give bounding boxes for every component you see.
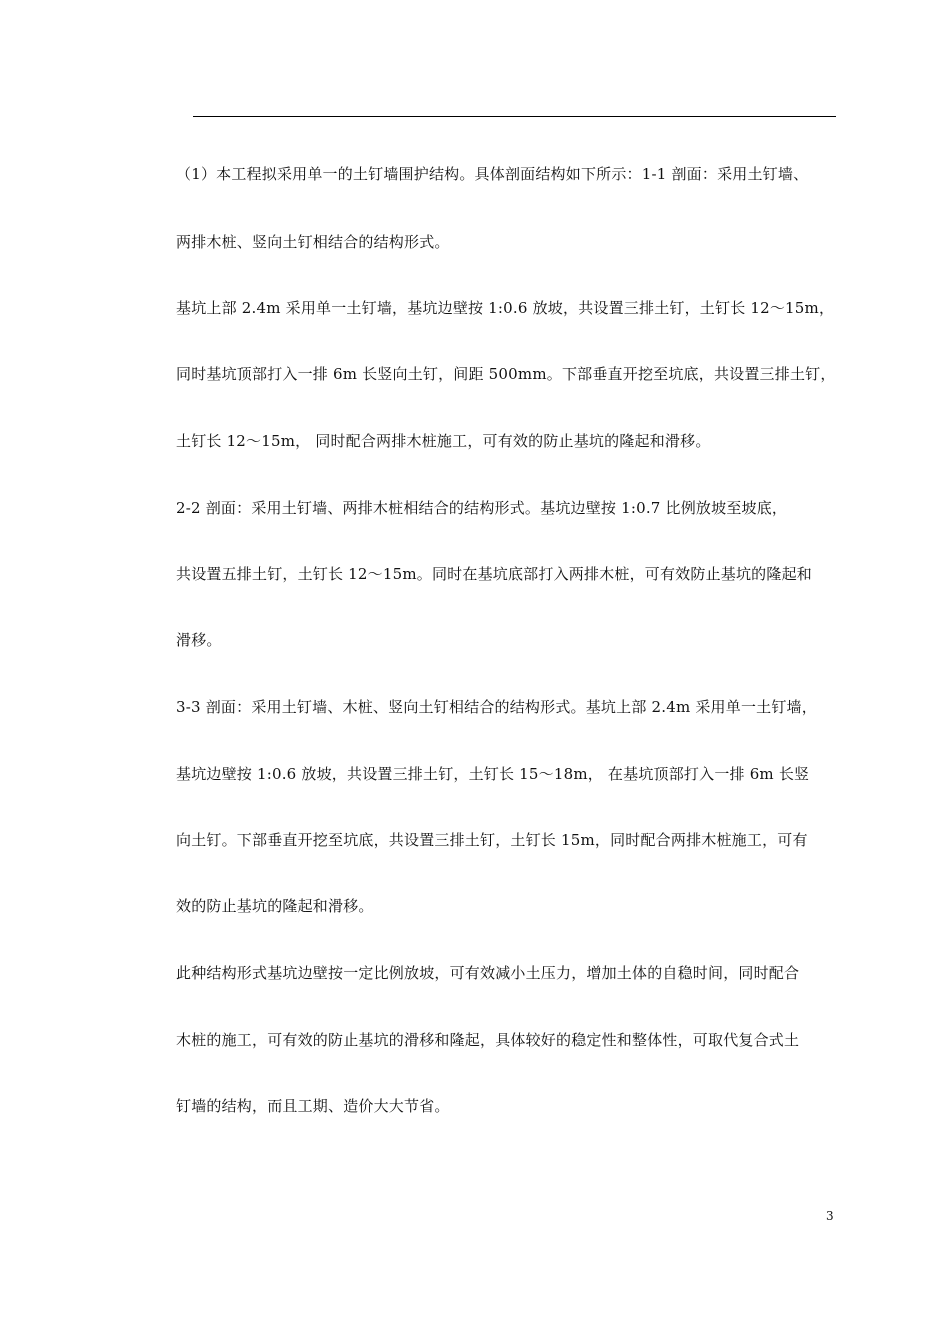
- text-line: 2-2 剖面：采用土钉墙、两排木桩相结合的结构形式。基坑边壁按 1:0.7 比例放坡至坡底，: [176, 499, 788, 517]
- text-line: （1）本工程拟采用单一的土钉墙围护结构。具体剖面结构如下所示：1-1 剖面：采用土钉墙、: [176, 165, 809, 183]
- text-line: 3-3 剖面：采用土钉墙、木桩、竖向土钉相结合的结构形式。基坑上部 2.4m 采用单一土钉墙，: [176, 698, 817, 716]
- text-line: 两排木桩、竖向土钉相结合的结构形式。: [176, 233, 450, 251]
- text-line: 土钉长 12～15m， 同时配合两排木桩施工，可有效的防止基坑的隆起和滑移。: [176, 432, 711, 450]
- text-line: 向土钉。下部垂直开挖至坑底，共设置三排土钉，土钉长 15m，同时配合两排木桩施工，可有: [176, 831, 808, 849]
- text-line: 木桩的施工，可有效的防止基坑的滑移和隆起，具体较好的稳定性和整体性，可取代复合式土: [176, 1031, 800, 1049]
- text-line: 此种结构形式基坑边壁按一定比例放坡，可有效减小土压力，增加土体的自稳时间，同时配合: [176, 964, 800, 982]
- page-number: 3: [826, 1209, 834, 1223]
- text-line: 滑移。: [176, 631, 222, 649]
- text-line: 同时基坑顶部打入一排 6m 长竖向土钉，间距 500mm。下部垂直开挖至坑底，共设置三排土钉，: [176, 365, 836, 383]
- text-line: 效的防止基坑的隆起和滑移。: [176, 897, 374, 915]
- text-line: 钉墙的结构，而且工期、造价大大节省。: [176, 1097, 450, 1115]
- header-rule: [193, 116, 836, 117]
- text-line: 共设置五排土钉，土钉长 12～15m。同时在基坑底部打入两排木桩，可有效防止基坑的隆起和: [176, 565, 812, 583]
- text-line: 基坑边壁按 1:0.6 放坡，共设置三排土钉，土钉长 15～18m， 在基坑顶部打入一排 6m 长竖: [176, 765, 810, 783]
- text-line: 基坑上部 2.4m 采用单一土钉墙，基坑边壁按 1:0.6 放坡，共设置三排土钉，土钉长 12～15m，: [176, 299, 835, 317]
